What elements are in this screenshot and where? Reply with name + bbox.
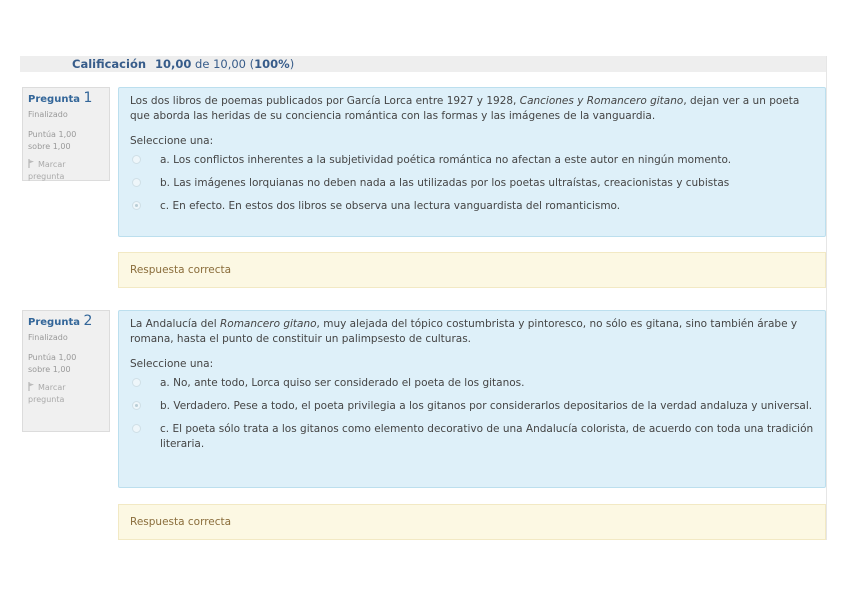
answer-option[interactable] [130,153,814,168]
question-label: Pregunta [28,94,80,105]
answer-label: c. El poeta sólo trata a los gitanos como elemento decorativo de una Andalucía colorista, de acuerdo con toda una tradición literaria. [160,423,814,450]
question-text-part: , dejan ver a un poeta que aborda las heridas de su conciencia romántica con las formas y las imágenes de la vanguardia. [130,95,800,122]
question-text-italic: Canciones y Romancero gitano [519,95,684,107]
question-2-flag-link[interactable] [28,382,104,406]
question-2-content [118,310,826,488]
grade-score: 10,00 [155,57,192,71]
radio-button[interactable] [132,178,141,187]
question-text-part: , muy alejada del tópico costumbrista y pintoresco, no sólo es gitana, sino también árabe y romana, hasta el punto de constituir un palimpsesto de culturas. [130,318,798,345]
grade-percent: 100% [254,57,290,71]
radio-button[interactable] [132,378,141,387]
answer-label: b. Verdadero. Pese a todo, el poeta privilegia a los gitanos por considerarlos depositarios de la verdad andaluza y universal. [160,400,813,412]
question-number: 2 [83,313,93,329]
question-2-state: Finalizado [28,333,68,342]
answer-option[interactable] [130,376,814,391]
radio-button-selected[interactable] [132,201,141,210]
grade-summary [20,56,826,72]
grade-line: sobre 1,00 [28,142,71,151]
question-1-state: Finalizado [28,110,68,119]
question-2-grade [28,352,104,376]
grade-value [155,56,294,72]
flag-icon [28,159,35,168]
question-2-title [28,315,104,329]
radio-button[interactable] [132,155,141,164]
answer-option[interactable] [130,176,814,191]
question-text-italic: Romancero gitano [219,318,317,330]
flag-icon [28,382,35,391]
question-2-feedback: Respuesta correcta [118,504,826,540]
flag-label: Marcar [38,383,66,392]
question-1-title [28,92,104,106]
question-2-info [22,310,110,432]
question-text-part: Los dos libros de poemas publicados por García Lorca entre 1927 y 1928, [130,95,520,107]
grade-line: Puntúa 1,00 [28,130,77,139]
question-2-prompt: Seleccione una: [130,358,214,370]
grade-label: Calificación [72,57,147,71]
grade-of: de 10,00 ( [195,57,255,71]
radio-button-selected[interactable] [132,401,141,410]
flag-label: Marcar [38,160,66,169]
question-1-content [118,87,826,237]
answer-option[interactable] [130,422,814,452]
question-text-part: La Andalucía del [130,318,220,330]
answer-label: b. Las imágenes lorquianas no deben nada a las utilizadas por los poetas ultraístas, creacionistas y cubistas [160,177,730,189]
grade-line: Puntúa 1,00 [28,353,77,362]
page-right-border [826,56,827,540]
question-label: Pregunta [28,317,80,328]
question-1-text [130,94,814,124]
flag-label: pregunta [28,172,65,181]
grade-close: ) [289,57,295,71]
grade-line: sobre 1,00 [28,365,71,374]
question-2-text [130,317,814,347]
flag-label: pregunta [28,395,65,404]
question-1-prompt: Seleccione una: [130,135,214,147]
answer-option[interactable] [130,399,814,414]
radio-button[interactable] [132,424,141,433]
answer-label: a. No, ante todo, Lorca quiso ser considerado el poeta de los gitanos. [160,377,525,389]
question-1-info [22,87,110,181]
question-number: 1 [83,90,93,106]
question-1-feedback: Respuesta correcta [118,252,826,288]
question-1-grade [28,129,104,153]
answer-label: a. Los conflictos inherentes a la subjetividad poética romántica no afectan a este autor en ningún momento. [160,154,732,166]
answer-option[interactable] [130,199,814,214]
question-1-flag-link[interactable] [28,159,104,183]
answer-label: c. En efecto. En estos dos libros se observa una lectura vanguardista del romanticismo. [160,200,621,212]
